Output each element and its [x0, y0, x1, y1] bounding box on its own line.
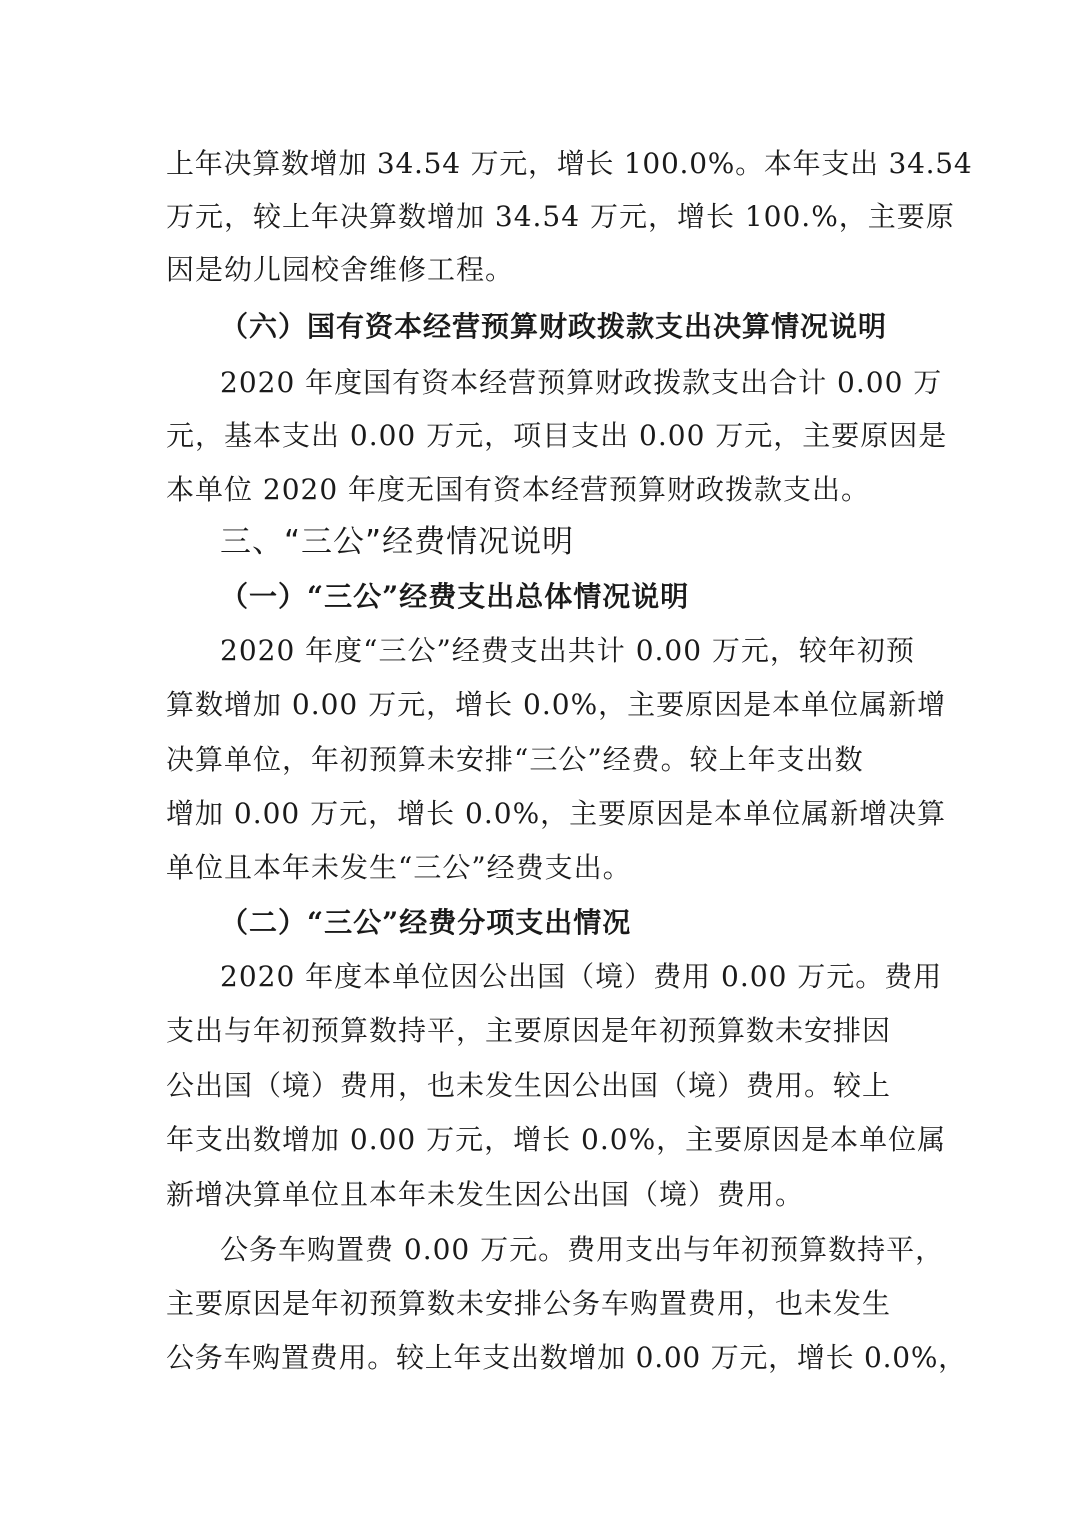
- paragraph-line: 主要原因是年初预算数未安排公务车购置费用，也未发生: [166, 1287, 892, 1320]
- paragraph-line: 单位且本年未发生“三公”经费支出。: [166, 851, 632, 884]
- paragraph-line: 上年决算数增加 34.54 万元，增长 100.0%。本年支出 34.54: [166, 147, 973, 180]
- paragraph-line: 决算单位，年初预算未安排“三公”经费。较上年支出数: [166, 743, 864, 776]
- paragraph-line: 公务车购置费 0.00 万元。费用支出与年初预算数持平，: [220, 1233, 945, 1266]
- paragraph-line: 万元，较上年决算数增加 34.54 万元，增长 100.%，主要原: [166, 200, 955, 233]
- chapter-heading: 三、“三公”经费情况说明: [220, 524, 575, 560]
- section-heading: （一）“三公”经费支出总体情况说明: [220, 580, 690, 613]
- paragraph-line: 本单位 2020 年度无国有资本经营预算财政拨款支出。: [166, 473, 871, 506]
- paragraph-line: 2020 年度本单位因公出国（境）费用 0.00 万元。费用: [220, 960, 943, 993]
- paragraph-line: 公务车购置费用。较上年支出数增加 0.00 万元，增长 0.0%，: [166, 1341, 967, 1374]
- paragraph-line: 公出国（境）费用，也未发生因公出国（境）费用。较上: [166, 1069, 892, 1102]
- paragraph-line: 年支出数增加 0.00 万元，增长 0.0%，主要原因是本单位属: [166, 1123, 947, 1156]
- paragraph-line: 算数增加 0.00 万元，增长 0.0%，主要原因是本单位属新增: [166, 688, 947, 721]
- paragraph-line: 增加 0.00 万元，增长 0.0%，主要原因是本单位属新增决算: [166, 797, 947, 830]
- paragraph-line: 因是幼儿园校舍维修工程。: [166, 253, 515, 286]
- paragraph-line: 新增决算单位且本年未发生因公出国（境）费用。: [166, 1178, 805, 1211]
- paragraph-line: 支出与年初预算数持平，主要原因是年初预算数未安排因: [166, 1014, 892, 1047]
- section-heading: （二）“三公”经费分项支出情况: [220, 906, 632, 939]
- paragraph-line: 元，基本支出 0.00 万元，项目支出 0.00 万元，主要原因是: [166, 419, 948, 452]
- paragraph-line: 2020 年度“三公”经费支出共计 0.00 万元，较年初预: [220, 634, 915, 667]
- section-heading: （六）国有资本经营预算财政拨款支出决算情况说明: [220, 310, 888, 343]
- paragraph-line: 2020 年度国有资本经营预算财政拨款支出合计 0.00 万: [220, 366, 943, 399]
